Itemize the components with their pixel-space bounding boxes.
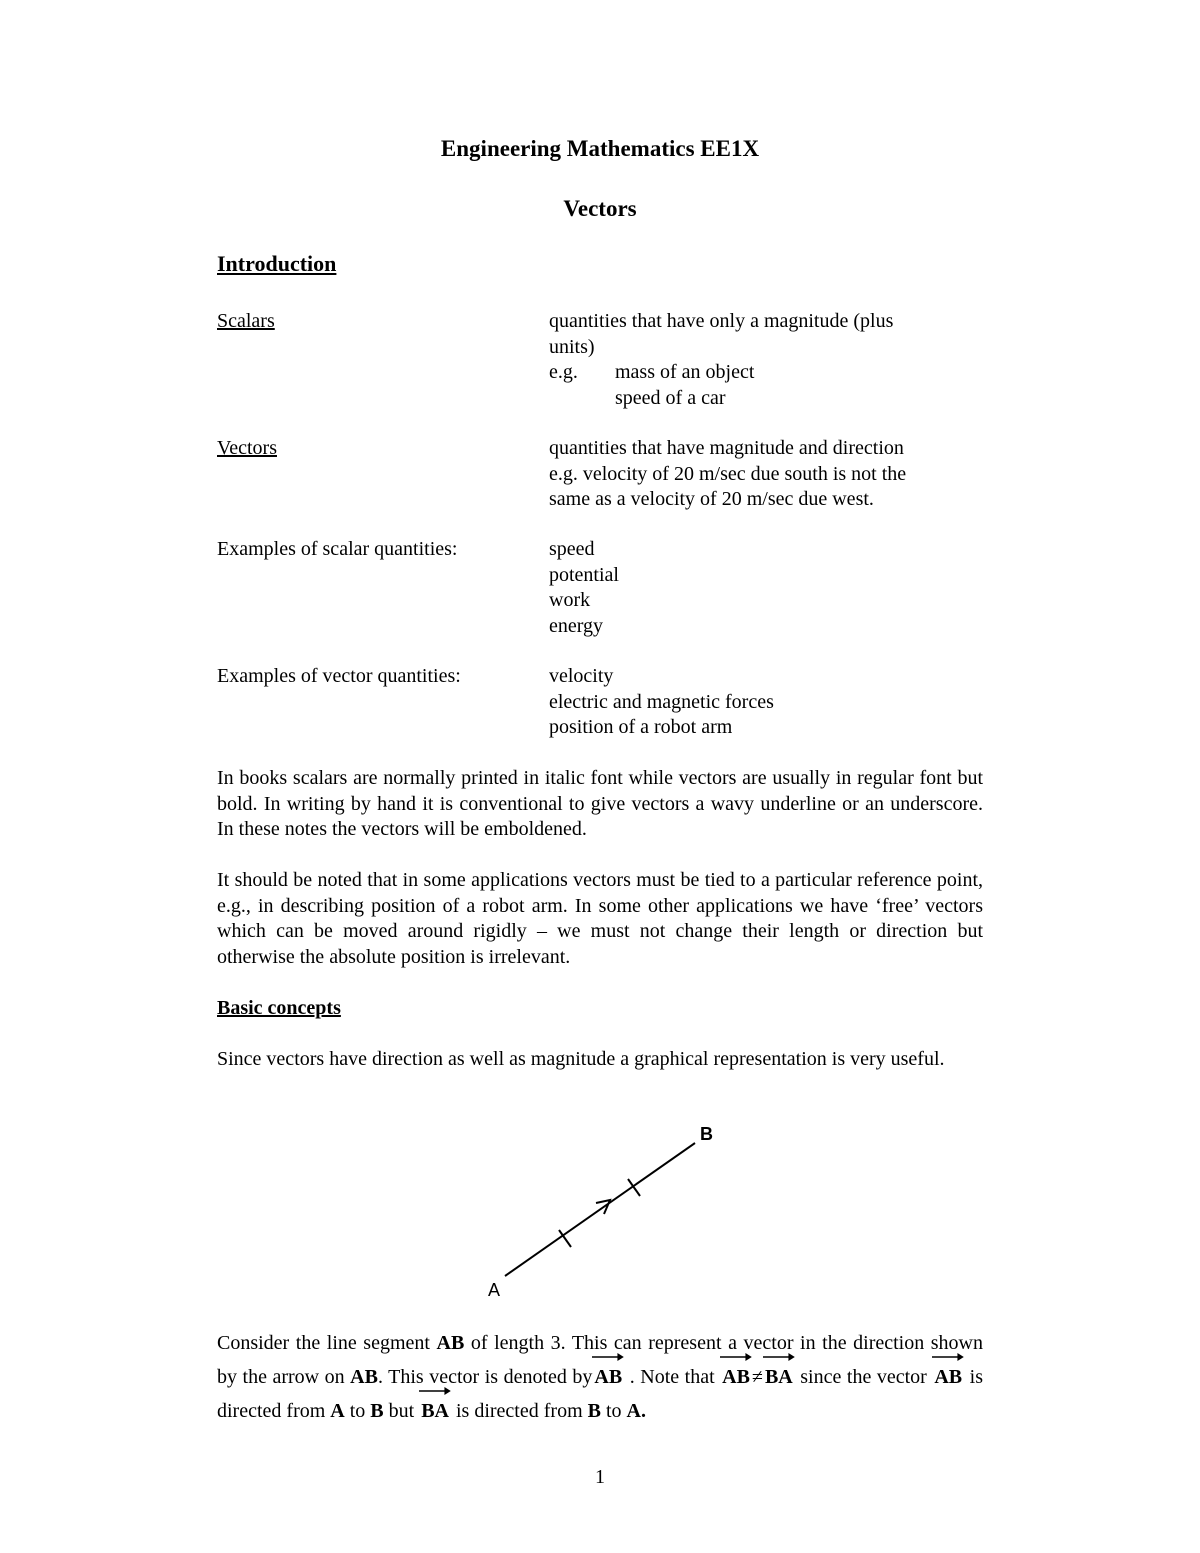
vector-arrow-icon bbox=[763, 1353, 795, 1361]
vector-ab bbox=[720, 1360, 752, 1394]
free-vectors-paragraph bbox=[217, 868, 983, 970]
list-item: work bbox=[549, 589, 591, 611]
point-a-ref: A bbox=[626, 1400, 641, 1422]
vector-ba-label: BA bbox=[764, 1366, 793, 1388]
vector-ab-label: AB bbox=[934, 1366, 963, 1388]
vectors-term: Vectors bbox=[217, 437, 277, 459]
text-run: is directed from bbox=[451, 1400, 588, 1422]
point-b-ref: B bbox=[587, 1400, 601, 1422]
vectors-line: e.g. velocity of 20 m/sec due south is not the bbox=[549, 462, 907, 485]
scalars-term: Scalars bbox=[217, 310, 275, 332]
vector-arrow-icon bbox=[720, 1353, 752, 1361]
vector-ab bbox=[592, 1360, 624, 1394]
paragraph-text: In books scalars are normally printed in italic font while vectors are usually in regular font but bold. In writing by hand it is conventional to give vectors a wavy underline or an underscore. In these notes the vectors will be emboldened. bbox=[217, 767, 983, 840]
vector-examples-label: Examples of vector quantities: bbox=[217, 665, 461, 687]
paragraph-text: Since vectors have direction as well as magnitude a graphical representation is very useful. bbox=[217, 1048, 945, 1070]
list-item: position of a robot arm bbox=[549, 716, 733, 738]
text-run: . This vector is denoted by bbox=[377, 1366, 593, 1388]
page-number: 1 bbox=[595, 1466, 605, 1488]
vector-arrow-icon bbox=[932, 1353, 964, 1361]
line-segment-ab bbox=[505, 1143, 695, 1276]
scalar-examples-list bbox=[549, 537, 989, 639]
vector-ab-label: AB bbox=[722, 1366, 750, 1388]
paragraph-text bbox=[217, 1326, 983, 1428]
vector-ba-label: BA bbox=[421, 1400, 449, 1422]
point-a-label: A bbox=[488, 1280, 501, 1300]
vector-ba bbox=[419, 1394, 451, 1428]
scalars-line: quantities that have only a magnitude (plus bbox=[549, 310, 894, 332]
point-b-ref: B bbox=[370, 1400, 384, 1422]
vector-ab bbox=[932, 1360, 964, 1394]
list-item: speed bbox=[549, 538, 595, 560]
vector-arrow-icon bbox=[592, 1353, 624, 1361]
list-item: energy bbox=[549, 614, 604, 637]
list-item: velocity bbox=[549, 665, 614, 687]
not-equal-sign: ≠ bbox=[751, 1366, 763, 1388]
page-title: Engineering Mathematics EE1X bbox=[440, 136, 760, 161]
introduction-heading: Introduction bbox=[217, 251, 337, 276]
scalars-line: units) bbox=[549, 335, 595, 358]
tick-mark bbox=[559, 1230, 571, 1247]
point-a-ref: A bbox=[330, 1400, 345, 1422]
vector-examples-list bbox=[549, 664, 989, 741]
text-run: since the vector bbox=[794, 1366, 933, 1388]
scalars-definition bbox=[549, 309, 989, 411]
page-subtitle: Vectors bbox=[563, 196, 637, 221]
vector-arrow-icon bbox=[419, 1387, 451, 1395]
text-run: is directed from bbox=[217, 1366, 984, 1422]
vectors-line: same as a velocity of 20 m/sec due west. bbox=[549, 488, 874, 510]
text-run: but bbox=[383, 1400, 420, 1422]
notation-paragraph bbox=[217, 766, 983, 843]
list-item: potential bbox=[549, 563, 619, 586]
basic-concepts-heading: Basic concepts bbox=[217, 997, 341, 1019]
period: . bbox=[640, 1400, 646, 1422]
point-b-label: B bbox=[700, 1124, 713, 1144]
vector-ab-label: AB bbox=[594, 1366, 623, 1388]
scalar-example: speed of a car bbox=[615, 386, 726, 409]
paragraph-text: It should be noted that in some applications vectors must be tied to a particular reference point, e.g., in describing position of a robot arm. In some other applications we have ‘free’ vectors which can be moved around rigidly – we must not change their length or direction but otherwise the absolute position is irrelevant. bbox=[217, 869, 983, 968]
text-run: Consider the line segment bbox=[217, 1332, 437, 1354]
vectors-definition bbox=[549, 436, 989, 513]
list-item: electric and magnetic forces bbox=[549, 690, 774, 713]
vectors-line: quantities that have magnitude and direction bbox=[549, 437, 904, 459]
vector-ba bbox=[763, 1360, 795, 1394]
scalar-example: mass of an object bbox=[615, 361, 755, 383]
eg-label: e.g. bbox=[549, 361, 578, 383]
vector-ab-figure bbox=[470, 1110, 730, 1305]
scalar-examples-label: Examples of scalar quantities: bbox=[217, 538, 458, 560]
text-run: of length 3. This can represent a vector in the direction shown by the arrow on bbox=[217, 1332, 983, 1388]
segment-ab: AB bbox=[350, 1366, 378, 1388]
text-run: to bbox=[344, 1400, 371, 1422]
ab-vector-paragraph bbox=[217, 1326, 983, 1428]
graphical-representation-paragraph bbox=[217, 1047, 983, 1073]
text-run: to bbox=[600, 1400, 627, 1422]
segment-ab: AB bbox=[436, 1332, 465, 1354]
text-run: . Note that bbox=[624, 1366, 721, 1388]
